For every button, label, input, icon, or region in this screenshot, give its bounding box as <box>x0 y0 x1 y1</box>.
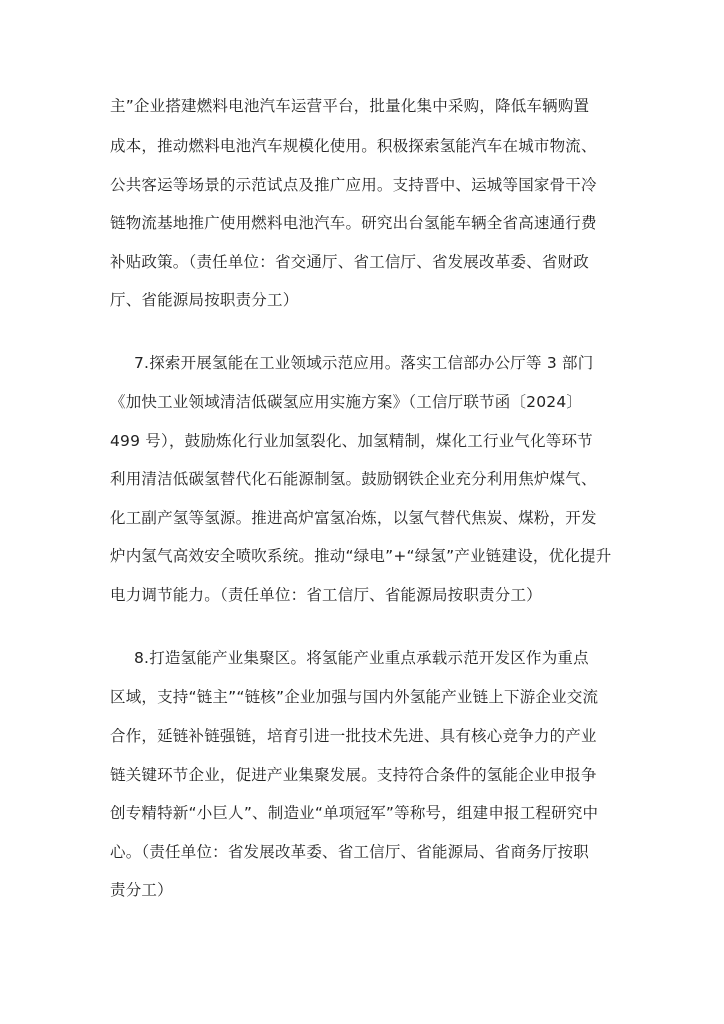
text-line: 化工副产氢等氢源。推进高炉富氢冶炼，以氢气替代焦炭、煤粉，开发 <box>110 509 597 527</box>
text-line: 8.打造氢能产业集聚区。将氢能产业重点承载示范开发区作为重点 <box>134 649 589 667</box>
text-line: 链物流基地推广使用燃料电池汽车。研究出台氢能车辆全省高速通行费 <box>110 214 597 232</box>
text-line: 公共客运等场景的示范试点及推广应用。支持晋中、运城等国家骨干冷 <box>110 176 597 194</box>
text-line: 电力调节能力。（责任单位：省工信厅、省能源局按职责分工） <box>110 586 542 604</box>
text-line: 7.探索开展氢能在工业领域示范应用。落实工信部办公厅等 3 部门 <box>134 354 594 372</box>
text-line: 炉内氢气高效安全喷吹系统。推动“绿电”+“绿氢”产业链建设，优化提升 <box>110 547 612 565</box>
text-line: 厅、省能源局按职责分工） <box>110 291 299 309</box>
text-line: 区域，支持“链主”“链核”企业加强与国内外氢能产业链上下游企业交流 <box>110 688 599 706</box>
text-line: 《加快工业领域清洁低碳氢应用实施方案》（工信厅联节函〔2024〕 <box>110 393 583 411</box>
text-line: 主”企业搭建燃料电池汽车运营平台，批量化集中采购，降低车辆购置 <box>110 97 590 115</box>
text-line: 利用清洁低碳氢替代化石能源制氢。鼓励钢铁企业充分利用焦炉煤气、 <box>110 470 597 488</box>
text-line: 成本，推动燃料电池汽车规模化使用。积极探索氢能汽车在城市物流、 <box>110 137 597 155</box>
text-line: 链关键环节企业，促进产业集聚发展。支持符合条件的氢能企业申报争 <box>110 766 597 784</box>
text-line: 创专精特新“小巨人”、制造业“单项冠军”等称号，组建申报工程研究中 <box>110 804 599 822</box>
text-line: 499 号），鼓励炼化行业加氢裂化、加氢精制，煤化工行业气化等环节 <box>110 432 593 450</box>
text-line: 合作，延链补链强链，培育引进一批技术先进、具有核心竞争力的产业 <box>110 727 597 745</box>
text-line: 心。（责任单位：省发展改革委、省工信厅、省能源局、省商务厅按职 <box>110 843 589 861</box>
text-line: 补贴政策。（责任单位：省交通厅、省工信厅、省发展改革委、省财政 <box>110 253 589 271</box>
text-line: 责分工） <box>110 881 173 899</box>
